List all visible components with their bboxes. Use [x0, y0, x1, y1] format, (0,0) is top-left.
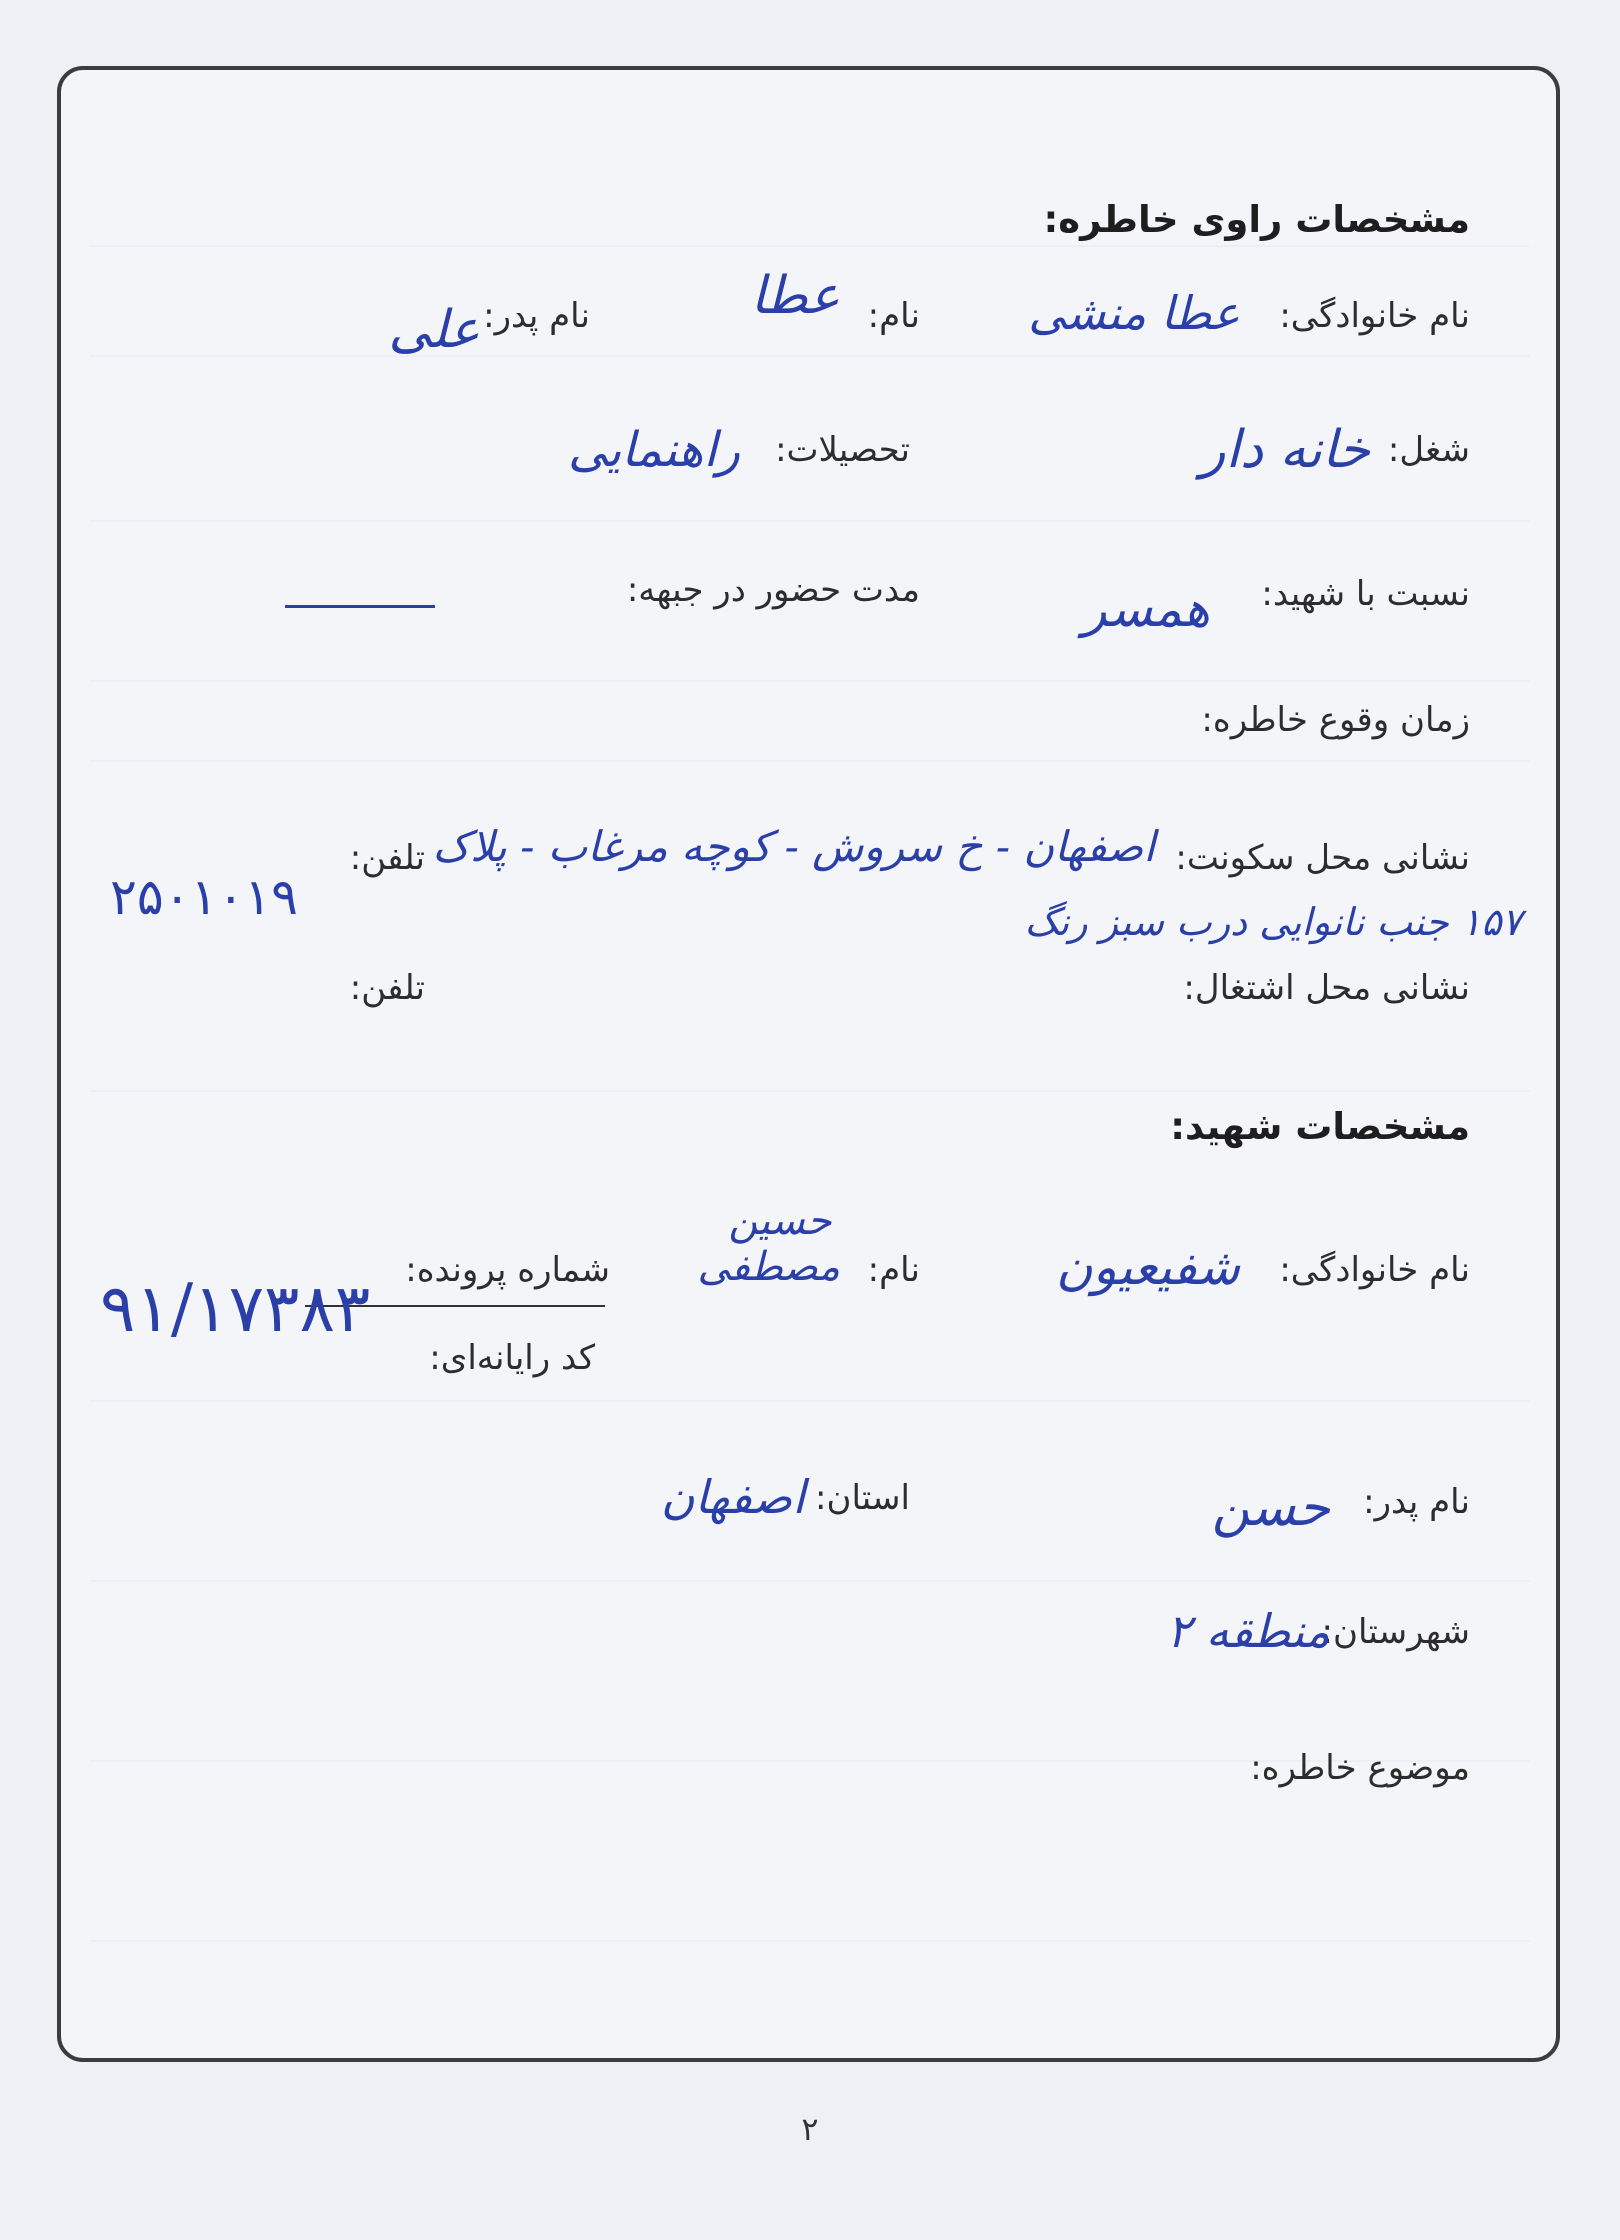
work-phone-label: تلفن:	[349, 968, 425, 1008]
city-value: منطقه ۲	[1166, 1604, 1330, 1658]
martyr-section-title: مشخصات شهید:	[1170, 1105, 1470, 1148]
province-value: اصفهان	[660, 1470, 805, 1524]
home-address-value-line2: ۱۵۷ جنب نانوایی درب سبز رنگ	[1024, 900, 1522, 944]
martyr-father-name-value: حسن	[1211, 1478, 1330, 1538]
home-address-label: نشانی محل سکونت:	[1175, 838, 1470, 878]
narrator-relation-label: نسبت با شهید:	[1261, 574, 1470, 614]
martyr-family-name-value: شفیعیون	[1055, 1238, 1240, 1296]
city-label: شهرستان:	[1321, 1612, 1470, 1652]
narrator-father-name-value: علی	[388, 300, 480, 360]
province-label: استان:	[815, 1478, 910, 1518]
narrator-occupation-label: شغل:	[1387, 430, 1470, 470]
martyr-family-name-label: نام خانوادگی:	[1279, 1250, 1470, 1290]
narrator-section-title: مشخصات راوی خاطره:	[1043, 198, 1470, 241]
computer-code-label: کد رایانه‌ای:	[429, 1338, 595, 1378]
narrator-education-value: راهنمایی	[567, 422, 740, 478]
martyr-first-name-value: حسین مصطفی	[697, 1198, 840, 1290]
page-number: ۲	[801, 2110, 819, 2148]
front-duration-dash	[285, 605, 435, 608]
narrator-father-name-label: نام پدر:	[483, 296, 590, 336]
home-phone-value: ۲۵۰۱۰۱۹	[110, 868, 298, 926]
computer-code-value: ۹۱/۱۷۳۸۳	[100, 1270, 371, 1347]
home-address-value-line1: اصفهان - خ سروش - کوچه مرغاب - پلاک	[432, 822, 1155, 871]
home-phone-label: تلفن:	[349, 838, 425, 878]
martyr-father-name-label: نام پدر:	[1363, 1482, 1470, 1522]
narrator-family-name-value: عطا منشی	[1028, 286, 1240, 340]
narrator-relation-value: همسر	[1082, 580, 1210, 638]
work-address-label: نشانی محل اشتغال:	[1183, 968, 1470, 1008]
file-number-label: شماره پرونده:	[405, 1250, 610, 1290]
narrator-first-name-label: نام:	[867, 296, 920, 336]
narrator-education-label: تحصیلات:	[775, 430, 910, 470]
narrator-occupation-value: خانه دار	[1200, 420, 1370, 480]
memory-date-label: زمان وقوع خاطره:	[1201, 700, 1470, 740]
front-duration-label: مدت حضور در جبهه:	[626, 570, 920, 610]
martyr-first-name-label: نام:	[867, 1250, 920, 1290]
narrator-family-name-label: نام خانوادگی:	[1279, 296, 1470, 336]
narrator-first-name-value: عطا	[750, 266, 840, 326]
memory-subject-label: موضوع خاطره:	[1250, 1748, 1470, 1788]
